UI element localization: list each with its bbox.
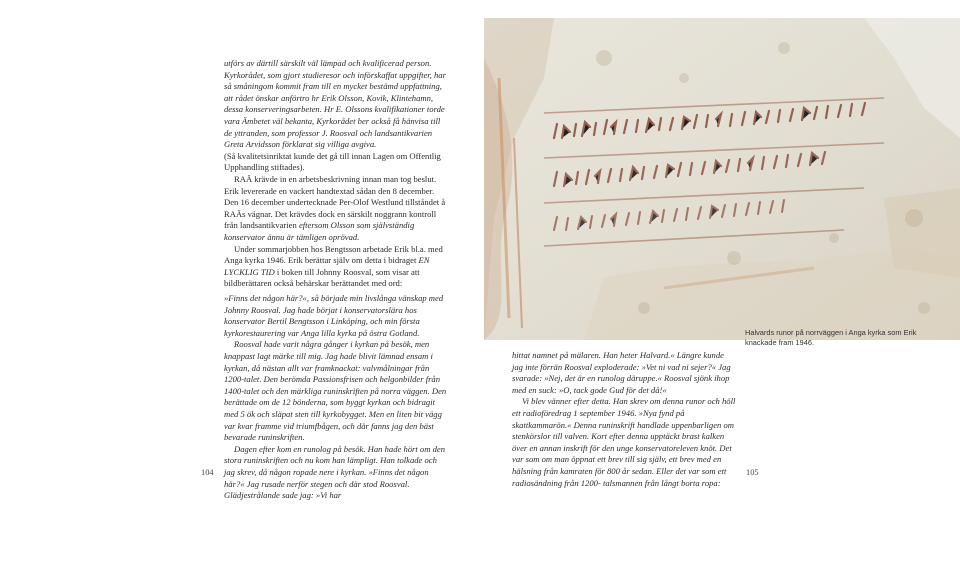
quote-paragraph: Vi blev vänner efter detta. Han skrev om denna runor och höll ett radioföredrag 1 september 1946. »Nya fynd på skattkammarön.« Denna runinskrift handlade uppenbarligen om stenkörslor till valven. Kort efter denna upptäckt brast kalken över en annan inskrift för den unge konservatoreleven knöt. Det var som om man öppnat ett brev till sig själv, ett brev med en hälsning från kamraten för 800 år sedan. Eller det var som ett radiosändning från 1200- talsmannen från långt borta ropa: <box>512 396 736 488</box>
left-page-body <box>224 58 450 290</box>
wall-runes-photo <box>484 18 960 340</box>
book-title: EN LYCKLIG TID <box>224 255 430 277</box>
body-text: RAÄ krävde in en arbetsbeskrivning innan man tog beslut. Erik levererade en vackert handtextad sådan den 8 december. Den 16 december undertecknade Per-Olof Westlund tillståndet å RAÄs vägnar. Det krävdes dock en särskilt noggrann kontroll från landsantikvarien <box>224 173 446 231</box>
body-text: i boken till Johnny Roosval, som visar att bildberättaren också behärskar berättandet med ord: <box>224 266 420 289</box>
body-paragraph <box>224 174 450 244</box>
body-text: Under sommarjobben hos Bengtsson arbetade Erik bl.a. med Anga kyrka 1946. Erik berättar själv om detta i bidraget <box>224 243 443 266</box>
quote-paragraph: Dagen efter kom en runolog på besök. Han hade hört om den stora runinskriften och nu kom han lämpligt. Han tolkade och jag skrev, då någon ropade nere i kyrkan. »Finns det någon här?« Jag rusade nerför stegen och där stod Roosval. Glädjestrålande sade jag: »Vi har <box>224 443 445 501</box>
quote-paragraph: »Finns det någon här?«, så började min livslånga vänskap med Johnny Roosval. Jag hade börjat i konservatorslära hos konservator Bertil Bengtsson i Linköping, och min första kyrkorestaurering var Anga lilla kyrka på östra Gotland. <box>224 293 444 338</box>
page-number-left: 104 <box>201 468 214 477</box>
photo-svg <box>484 18 960 340</box>
quote-paragraph: hittat namnet på mälaren. Han heter Halvard.« Längre kunde jag inte förrän Roosval exploderade: »Vet ni vad ni sejer?« Jag svarade: »Nej, det är en runolog däruppe.« Roosval sjönk ihop med en suck: »O, tack gode Gud för det då!« <box>512 350 731 395</box>
letter-paragraph: utförs av därtill särskilt väl lämpad och kvalificerad person. Kyrkorådet, som gjort studieresor och införskaffat uppgifter, har så småningom kommit fram till en mycket bestämd uppfattning, att rådet önskar anförtro hr Erik Olsson, Kovik, Klintehamn, dessa konserveringsarbeten. Hr E. Olssons kvalifikationer torde vara Ämbetet väl bekanta, Kyrkorådet ber också få hänvisa till de yttranden, som professor J. Roosval och landsantikvarien Greta Arvidsson förklarat sig villiga avgiva. <box>224 58 446 150</box>
page-number-right: 105 <box>746 468 759 477</box>
right-quote <box>512 350 736 489</box>
photo-caption: Halvards runor på norrväggen i Anga kyrka som Erik knackade fram 1946. <box>745 328 917 347</box>
quote-paragraph: Roosval hade varit några gånger i kyrkan på besök, men knappast lagt märke till mig. Jag hade blivit lämnad ensam i kyrkan, då nästan allt var framknackat: valvmålningar från 1200-talet. Den berömda Passionsfrisen och helgonbilder från 1400-talet och den märkliga runinskriften på norra väggen. Den berättade om de 12 bönderna, som byggt kyrkan och bidragit med 5 ök och släpat sten till kyrkobygget. Men en liten bit vägg var kvar framme vid triumfbågen, och där fanns jag den bäst bevarade runinskriften. <box>224 339 447 443</box>
body-paragraph <box>224 244 450 290</box>
body-italic: eftersom Olsson som självständig konservator ännu är tämligen oprövad. <box>224 220 415 242</box>
note-paragraph: (Så kvalitetsinriktat kunde det gå till innan Lagen om Offentlig Upphandling stiftades). <box>224 150 441 173</box>
left-quote <box>224 293 450 502</box>
